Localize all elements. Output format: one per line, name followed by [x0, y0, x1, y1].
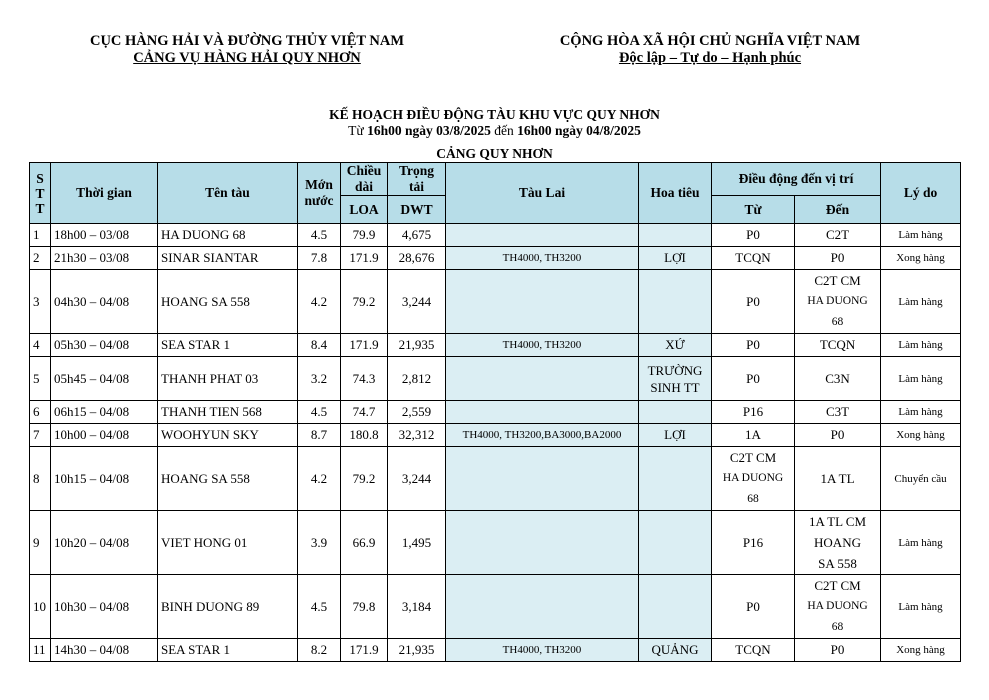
cell-to-line2: HA DUONG [807, 600, 868, 612]
cell-draft: 4.5 [298, 224, 341, 247]
cell-to-line3: SA 558 [818, 556, 857, 571]
cell-to-line1: C2T CM [814, 273, 861, 288]
cell-to: P0 [795, 247, 881, 270]
cell-ship: SEA STAR 1 [158, 334, 298, 357]
cell-time: 18h00 – 03/08 [51, 224, 158, 247]
cell-tug [446, 575, 639, 639]
cell-reason: Làm hàng [881, 357, 961, 401]
table-row [30, 447, 961, 511]
cell-pilot [639, 401, 712, 424]
cell-to: C3T [795, 401, 881, 424]
col-tug: Tàu Lai [446, 163, 639, 224]
port-name: CẢNG QUY NHƠN [436, 146, 553, 161]
cell-loa: 79.9 [341, 224, 388, 247]
table-row [30, 334, 961, 357]
cell-tug [446, 270, 639, 334]
cell-tug: TH4000, TH3200 [446, 247, 639, 270]
cell-from [712, 447, 795, 511]
table-row [30, 401, 961, 424]
cell-to: TCQN [795, 334, 881, 357]
table-row [30, 639, 961, 662]
col-loa: LOA [341, 196, 388, 224]
cell-from: P0 [712, 334, 795, 357]
cell-from: P16 [712, 401, 795, 424]
national-header [520, 33, 900, 67]
cell-draft: 4.5 [298, 401, 341, 424]
cell-reason: Xong hàng [881, 424, 961, 447]
period-from-time: 16h00 ngày 03/8/2025 [367, 123, 491, 138]
col-to: Đến [795, 196, 881, 224]
cell-from-line1: C2T CM [729, 450, 777, 465]
col-move: Điều động đến vị trí [712, 163, 881, 196]
cell-draft: 8.7 [298, 424, 341, 447]
cell-pilot [639, 224, 712, 247]
cell-dwt: 21,935 [388, 334, 446, 357]
cell-dwt: 3,244 [388, 447, 446, 511]
cell-tug: TH4000, TH3200 [446, 334, 639, 357]
col-time: Thời gian [51, 163, 158, 224]
cell-reason: Làm hàng [881, 401, 961, 424]
cell-draft: 7.8 [298, 247, 341, 270]
cell-dwt: 1,495 [388, 511, 446, 575]
cell-to [795, 511, 881, 575]
cell-pilot [639, 357, 712, 401]
cell-reason: Xong hàng [881, 639, 961, 662]
agency-name: CẢNG VỤ HÀNG HẢI QUY NHƠN [133, 50, 361, 66]
cell-pilot: LỢI [639, 424, 712, 447]
table-row [30, 224, 961, 247]
cell-time: 14h30 – 04/08 [51, 639, 158, 662]
cell-reason: Xong hàng [881, 247, 961, 270]
table-row [30, 247, 961, 270]
cell-tug [446, 511, 639, 575]
cell-to-line1: C2T CM [814, 578, 861, 593]
cell-tug [446, 447, 639, 511]
cell-dwt: 28,676 [388, 247, 446, 270]
cell-dwt: 3,244 [388, 270, 446, 334]
cell-from-line3: 68 [747, 493, 759, 505]
cell-dwt: 32,312 [388, 424, 446, 447]
cell-to-line3: 68 [831, 621, 844, 633]
cell-time: 04h30 – 04/08 [51, 270, 158, 334]
cell-reason: Làm hàng [881, 270, 961, 334]
agency-parent: CỤC HÀNG HẢI VÀ ĐƯỜNG THỦY VIỆT NAM [89, 33, 405, 49]
cell-time: 10h20 – 04/08 [51, 511, 158, 575]
cell-loa: 171.9 [341, 247, 388, 270]
table-row [30, 357, 961, 401]
cell-from: P0 [712, 270, 795, 334]
cell-stt: 4 [30, 334, 51, 357]
cell-reason: Làm hàng [881, 334, 961, 357]
col-pilot: Hoa tiêu [639, 163, 712, 224]
cell-loa: 79.2 [341, 270, 388, 334]
cell-tug [446, 401, 639, 424]
cell-to: 1A TL [795, 447, 881, 511]
cell-to-line1: 1A TL CM [808, 514, 867, 529]
cell-reason: Làm hàng [881, 575, 961, 639]
col-reason: Lý do [881, 163, 961, 224]
national-title: CỘNG HÒA XÃ HỘI CHỦ NGHĨA VIỆT NAM [559, 33, 861, 49]
cell-pilot [639, 511, 712, 575]
cell-ship: THANH PHAT 03 [158, 357, 298, 401]
cell-pilot-line2: SINH TT [650, 379, 700, 395]
cell-to: P0 [795, 639, 881, 662]
cell-to [795, 575, 881, 639]
cell-dwt: 4,675 [388, 224, 446, 247]
cell-dwt: 3,184 [388, 575, 446, 639]
col-draft: Mớn nước [298, 163, 341, 224]
col-tonnage: Trọng tải [388, 163, 446, 196]
cell-loa: 171.9 [341, 334, 388, 357]
cell-ship: THANH TIEN 568 [158, 401, 298, 424]
cell-ship: VIET HONG 01 [158, 511, 298, 575]
cell-stt: 2 [30, 247, 51, 270]
cell-loa: 79.8 [341, 575, 388, 639]
cell-stt: 9 [30, 511, 51, 575]
cell-pilot [639, 575, 712, 639]
cell-to-line2: HOANG [814, 535, 861, 550]
ship-movement-table [29, 162, 961, 662]
cell-draft: 3.2 [298, 357, 341, 401]
cell-loa: 66.9 [341, 511, 388, 575]
cell-from: P0 [712, 575, 795, 639]
cell-ship: SEA STAR 1 [158, 639, 298, 662]
cell-dwt: 21,935 [388, 639, 446, 662]
cell-time: 10h15 – 04/08 [51, 447, 158, 511]
cell-loa: 180.8 [341, 424, 388, 447]
cell-reason: Chuyển cầu [881, 447, 961, 511]
cell-stt: 8 [30, 447, 51, 511]
col-dwt: DWT [388, 196, 446, 224]
cell-time: 10h30 – 04/08 [51, 575, 158, 639]
cell-loa: 74.3 [341, 357, 388, 401]
cell-time: 05h45 – 04/08 [51, 357, 158, 401]
table-row [30, 424, 961, 447]
cell-stt: 5 [30, 357, 51, 401]
cell-reason: Làm hàng [881, 511, 961, 575]
cell-pilot [639, 447, 712, 511]
cell-pilot-line1: TRƯỜNG [647, 362, 703, 378]
cell-time: 05h30 – 04/08 [51, 334, 158, 357]
cell-stt: 7 [30, 424, 51, 447]
cell-pilot: QUẢNG [639, 639, 712, 662]
cell-time: 21h30 – 03/08 [51, 247, 158, 270]
cell-pilot: LỢI [639, 247, 712, 270]
cell-tug: TH4000, TH3200 [446, 639, 639, 662]
period-to-label: đến [490, 123, 518, 138]
cell-draft: 4.5 [298, 575, 341, 639]
cell-to: C3N [795, 357, 881, 401]
cell-to-line2: HA DUONG [807, 295, 868, 307]
period-from-label: Từ [348, 123, 368, 138]
cell-loa: 74.7 [341, 401, 388, 424]
cell-ship: SINAR SIANTAR [158, 247, 298, 270]
table-row [30, 511, 961, 575]
cell-from-line2: HA DUONG [722, 472, 784, 484]
cell-tug: TH4000, TH3200,BA3000,BA2000 [446, 424, 639, 447]
cell-time: 06h15 – 04/08 [51, 401, 158, 424]
cell-pilot: XỨ [639, 334, 712, 357]
cell-draft: 3.9 [298, 511, 341, 575]
cell-stt: 10 [30, 575, 51, 639]
cell-ship: WOOHYUN SKY [158, 424, 298, 447]
cell-stt: 1 [30, 224, 51, 247]
cell-from: P16 [712, 511, 795, 575]
col-length: Chiều dài [341, 163, 388, 196]
agency-header [62, 33, 432, 67]
cell-ship: HA DUONG 68 [158, 224, 298, 247]
cell-from: TCQN [712, 639, 795, 662]
col-from: Từ [712, 196, 795, 224]
cell-draft: 8.2 [298, 639, 341, 662]
cell-tug [446, 357, 639, 401]
cell-draft: 4.2 [298, 270, 341, 334]
cell-to: C2T [795, 224, 881, 247]
cell-pilot [639, 270, 712, 334]
national-motto: Độc lập – Tự do – Hạnh phúc [618, 50, 802, 66]
cell-stt: 6 [30, 401, 51, 424]
cell-ship: BINH DUONG 89 [158, 575, 298, 639]
cell-tug [446, 224, 639, 247]
cell-from: P0 [712, 224, 795, 247]
cell-from: TCQN [712, 247, 795, 270]
document-title: KẾ HOẠCH ĐIỀU ĐỘNG TÀU KHU VỰC QUY NHƠN [329, 107, 660, 122]
cell-dwt: 2,559 [388, 401, 446, 424]
cell-to-line3: 68 [831, 316, 844, 328]
cell-to: P0 [795, 424, 881, 447]
cell-stt: 3 [30, 270, 51, 334]
cell-reason: Làm hàng [881, 224, 961, 247]
table-row [30, 270, 961, 334]
col-stt: STT [30, 163, 51, 224]
col-ship: Tên tàu [158, 163, 298, 224]
cell-from: P0 [712, 357, 795, 401]
cell-to [795, 270, 881, 334]
table-row [30, 575, 961, 639]
cell-dwt: 2,812 [388, 357, 446, 401]
cell-ship: HOANG SA 558 [158, 270, 298, 334]
cell-ship: HOANG SA 558 [158, 447, 298, 511]
cell-loa: 79.2 [341, 447, 388, 511]
cell-from: 1A [712, 424, 795, 447]
cell-draft: 4.2 [298, 447, 341, 511]
cell-loa: 171.9 [341, 639, 388, 662]
cell-stt: 11 [30, 639, 51, 662]
cell-time: 10h00 – 04/08 [51, 424, 158, 447]
document-period [0, 123, 989, 139]
period-to-time: 16h00 ngày 04/8/2025 [517, 123, 641, 138]
cell-draft: 8.4 [298, 334, 341, 357]
